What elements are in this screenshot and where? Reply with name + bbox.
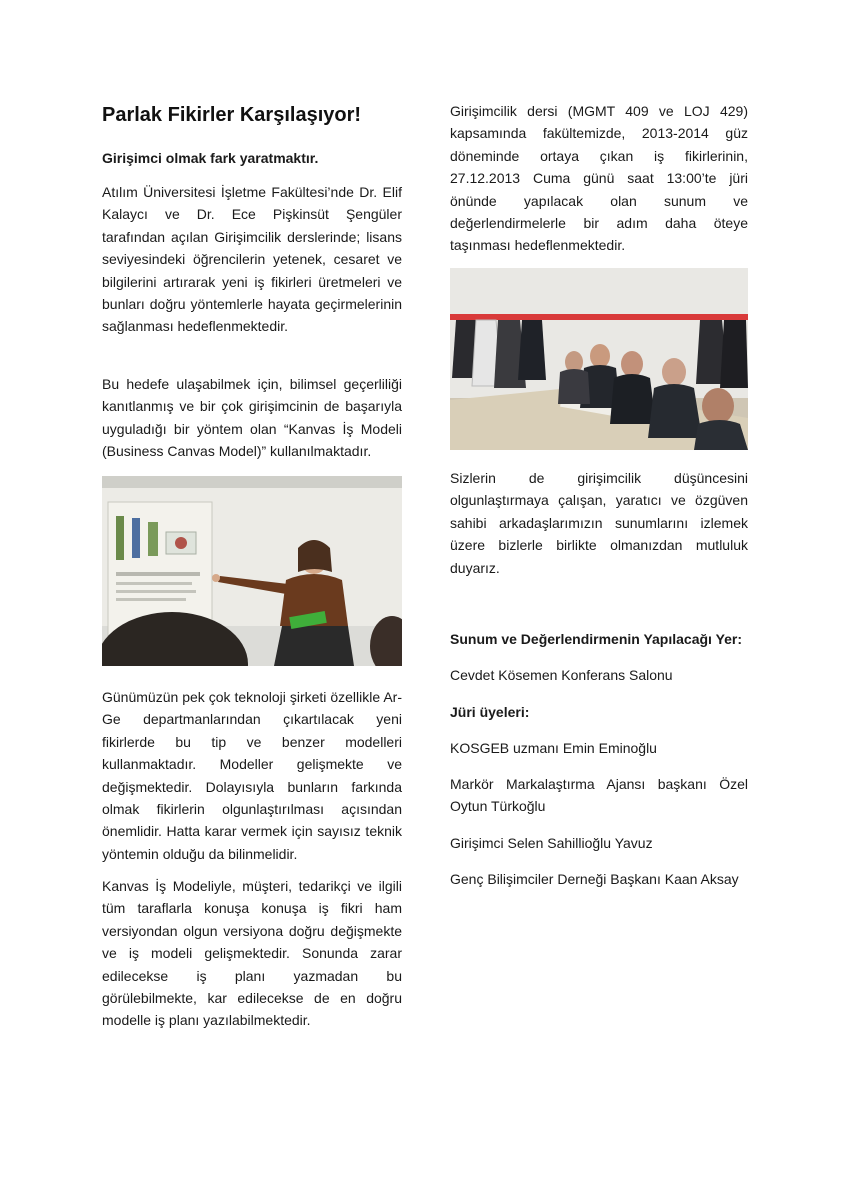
classroom-photo (450, 268, 748, 450)
paragraph-invitation: Sizlerin de girişimcilik düşüncesini olgunlaştırmaya çalışan, yaratıcı ve özgüven sahibi arkadaşlarımızın sunumlarını izlemek üzere bizlerle birlikte olmanızdan mutluluk duyarız. (450, 470, 748, 576)
jury-member: Genç Bilişimciler Derneği Başkanı Kaan Aksay (450, 871, 739, 887)
jury-member: Girişimci Selen Sahillioğlu Yavuz (450, 835, 653, 851)
article-subtitle: Girişimci olmak fark yaratmaktır. (102, 150, 319, 166)
jury-heading: Jüri üyeleri: (450, 704, 530, 720)
paragraph-course-info: Girişimcilik dersi (MGMT 409 ve LOJ 429) kapsamında fakültemizde, 2013-2014 güz döneminde ortaya çıkan iş fikirlerinin, 27.12.2013 Cuma günü saat 13:00’te jüri önünde yapılacak olan sunum ve değerlendirmelerle bir adım daha öteye taşınması hedeflenmektedir. (450, 103, 748, 254)
jury-member: KOSGEB uzmanı Emin Eminoğlu (450, 740, 657, 756)
paragraph-tech-companies: Günümüzün pek çok teknoloji şirketi özellikle Ar-Ge departmanlarından çıkartılacak yeni fikirlerde bu tip ve benzer modelleri kullanmaktadır. Modeller gelişmekte ve değişmektedir. Dolayısıyla bunların farkında olmak fikirlerin olgunlaştırılması açısından önemlidir. Hatta karar vermek için sayısız teknik yöntemin olduğu da bilinmelidir. (102, 689, 402, 862)
paragraph-canvas-model: Bu hedefe ulaşabilmek için, bilimsel geçerliliği kanıtlanmış ve bir çok girişimcinin de başarıyla uyguladığı bir yöntem olan “Kanvas İş Modeli (Business Canvas Model)” kullanılmaktadır. (102, 376, 402, 460)
venue-name: Cevdet Kösemen Konferans Salonu (450, 667, 673, 683)
jury-member: Markör Markalaştırma Ajansı başkanı Özel Oytun Türkoğlu (450, 776, 748, 815)
article-title: Parlak Fikirler Karşılaşıyor! (102, 104, 362, 126)
presentation-photo (102, 476, 402, 666)
paragraph-canvas-process: Kanvas İş Modeliyle, müşteri, tedarikçi ve ilgili tüm taraflarla konuşa konuşa iş fikri ham versiyondan olgun versiyona doğru değişmekte ve iş modeli gelişmektedir. Sonunda zarar edilecekse iş planı yazmadan bu görülebilmekte, kar edilecekse de en doğru modelle iş planı yazılabilmektedir. (102, 878, 402, 1029)
paragraph-intro: Atılım Üniversitesi İşletme Fakültesi’nde Dr. Elif Kalaycı ve Dr. Ece Pişkinsüt Şengüler tarafından açılan Girişimcilik derslerinde; lisans seviyesindeki öğrencilerin yetenek, cesaret ve bilgilerini artırarak yeni iş fikirleri üretmeleri ve bunları doğru yöntemlerle hayata geçirmelerinin sağlanması hedeflenmektedir. (102, 184, 402, 335)
venue-heading: Sunum ve Değerlendirmenin Yapılacağı Yer: (450, 631, 743, 647)
